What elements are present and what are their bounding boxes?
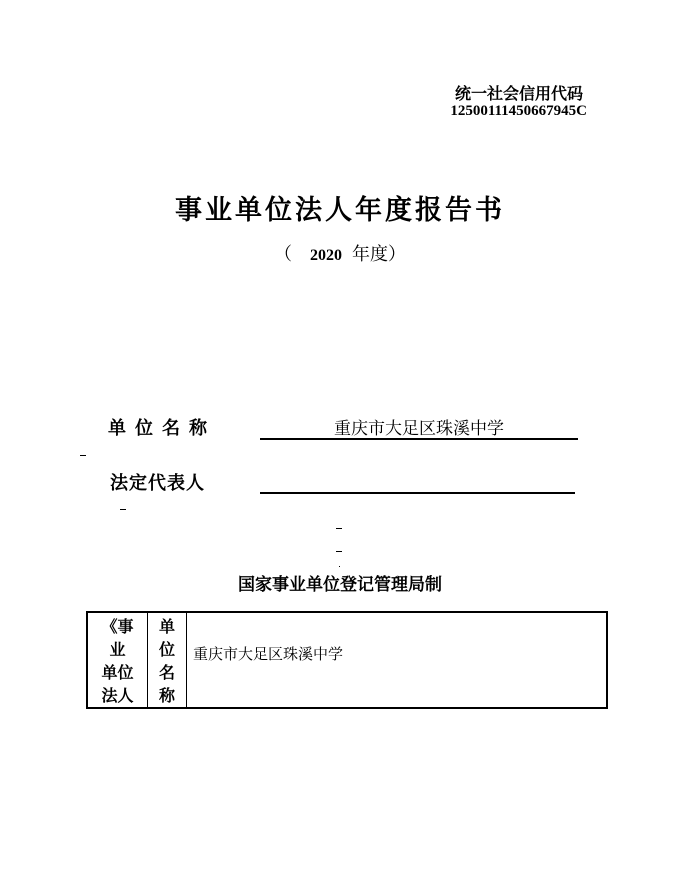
legal-rep-label: 法定代表人 bbox=[110, 473, 205, 494]
credit-code-value: 12500111450667945C bbox=[450, 103, 587, 119]
cell-line: 位 bbox=[158, 640, 175, 659]
issuing-authority: 国家事业单位登记管理局制 bbox=[238, 575, 442, 595]
legal-rep-field bbox=[260, 468, 575, 494]
cell-line: 名 bbox=[158, 663, 175, 682]
table-header-cell-1 bbox=[87, 612, 148, 708]
cell-line: 法人 bbox=[101, 686, 134, 705]
report-title: 事业单位法人年度报告书 bbox=[175, 195, 505, 226]
mark-dot bbox=[339, 566, 340, 567]
year-suffix: 年度） bbox=[352, 244, 406, 265]
cell-line: 单位 bbox=[101, 663, 134, 682]
cell-line: 称 bbox=[158, 686, 175, 705]
table-header-cell-2 bbox=[148, 612, 187, 708]
report-year-line bbox=[0, 240, 680, 266]
unit-name-field: 重庆市大足区珠溪中学 bbox=[260, 414, 578, 440]
mark-dash bbox=[336, 528, 342, 529]
cell-line: 单 bbox=[158, 617, 175, 636]
credit-code-label: 统一社会信用代码 bbox=[454, 84, 583, 103]
report-year: 2020 bbox=[310, 247, 342, 264]
mark-dash bbox=[120, 509, 126, 510]
cell-line: 《事 bbox=[101, 617, 134, 636]
mark-dash bbox=[336, 551, 342, 552]
unit-name-label: 单位名称 bbox=[108, 418, 216, 439]
table-row bbox=[87, 612, 607, 708]
mark-dash bbox=[80, 455, 86, 456]
unit-name-cell: 重庆市大足区珠溪中学 bbox=[187, 612, 608, 708]
year-open-paren: （ bbox=[274, 244, 292, 265]
unit-info-table bbox=[86, 611, 608, 709]
cell-line: 业 bbox=[109, 640, 126, 659]
